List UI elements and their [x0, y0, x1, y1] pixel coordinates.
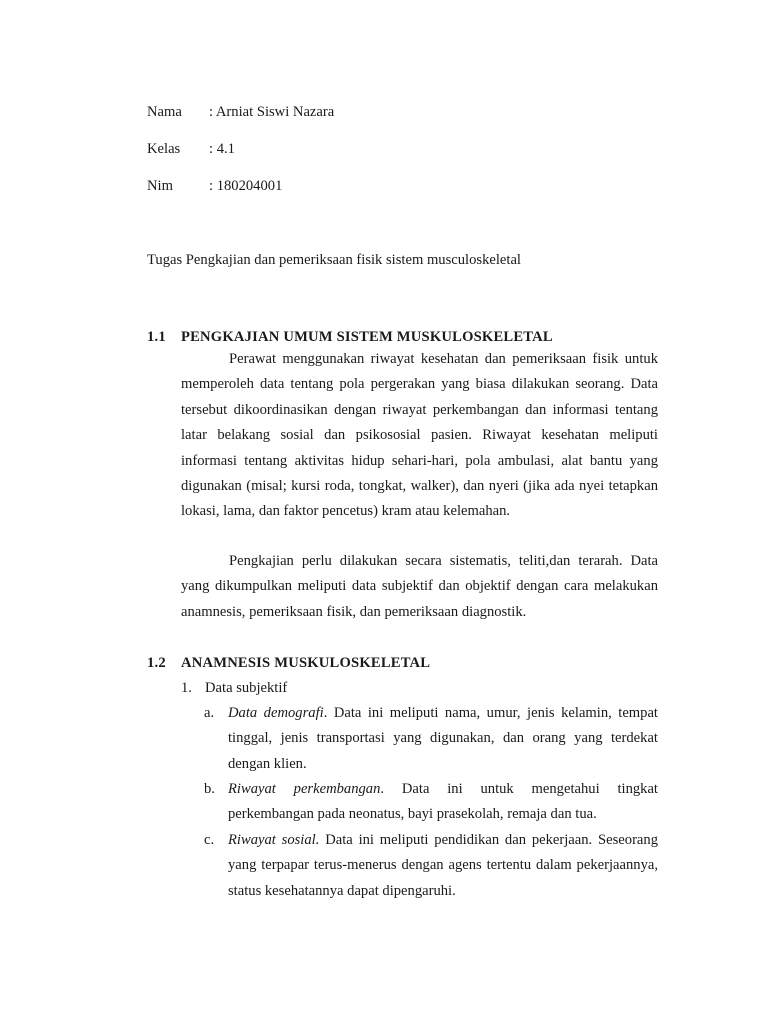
- section-2-title: ANAMNESIS MUSKULOSKELETAL: [181, 655, 431, 671]
- sub-item-text: . Data ini meliputi nama, umur, jenis kelamin, tempat tinggal, jenis transportasi yang digunakan, dan orang yang terdekat dengan klien.: [228, 705, 658, 772]
- sub-item-term: Riwayat sosial.: [228, 832, 320, 848]
- section-1-paragraph-2: Pengkajian perlu dilakukan secara sistematis, teliti,dan terarah. Data yang dikumpulkan meliputi data subjektif dan objektif dengan cara melakukan anamnesis, pemeriksaan fisik, dan pemeriksaan diagnostik.: [181, 553, 658, 620]
- sub-item-marker: b.: [204, 781, 215, 797]
- list-label: Data subjektif: [205, 680, 288, 696]
- class-label: Kelas: [147, 141, 181, 157]
- section-1-title: PENGKAJIAN UMUM SISTEM MUSKULOSKELETAL: [181, 329, 553, 345]
- name-label: Nama: [147, 104, 182, 120]
- sub-item-text: Data ini meliputi pendidikan dan pekerjaan. Seseorang yang terpapar terus-menerus dengan agens tertentu dalam pekerjaannya, status kesehatannya dapat dipengaruhi.: [228, 832, 658, 899]
- sub-item-body: [228, 777, 658, 828]
- sub-item-term: Riwayat perkembangan: [228, 781, 381, 797]
- sub-item-marker: a.: [204, 705, 215, 721]
- identity-nim-row: [147, 176, 647, 196]
- section-2-number: 1.2: [147, 655, 166, 671]
- section-1-paragraph-1: Perawat menggunakan riwayat kesehatan dan pemeriksaan fisik untuk memperoleh data tentang pola pergerakan yang biasa dilakukan seorang. Data tersebut dikoordinasikan dengan riwayat perkembangan dan informasi tentang latar belakang sosial dan psikososial pasien. Riwayat kesehatan meliputi informasi tentang aktivitas hidup sehari-hari, pola ambulasi, alat bantu yang digunakan (misal; kursi roda, tongkat, walker), dan nyeri (jika ada nyei tetapkan lokasi, lama, dan faktor pencetus) kram atau kelemahan.: [181, 351, 658, 520]
- identity-class-row: [147, 139, 647, 159]
- identity-name-row: [147, 102, 647, 122]
- list-marker: 1.: [181, 680, 192, 696]
- section-1-number: 1.1: [147, 329, 166, 345]
- name-value: : Arniat Siswi Nazara: [209, 104, 335, 120]
- sub-item-text: . Data ini untuk mengetahui tingkat perkembangan pada neonatus, bayi prasekolah, remaja dan tua.: [228, 781, 658, 823]
- nim-label: Nim: [147, 178, 173, 194]
- sub-item-body: [228, 828, 658, 904]
- sub-item-body: [228, 701, 658, 777]
- sub-item-term: Data demografi: [228, 705, 324, 721]
- assignment-title: Tugas Pengkajian dan pemeriksaan fisik sistem musculoskeletal: [147, 252, 521, 268]
- nim-value: : 180204001: [209, 178, 283, 194]
- sub-item-marker: c.: [204, 832, 215, 848]
- class-value: : 4.1: [209, 141, 235, 157]
